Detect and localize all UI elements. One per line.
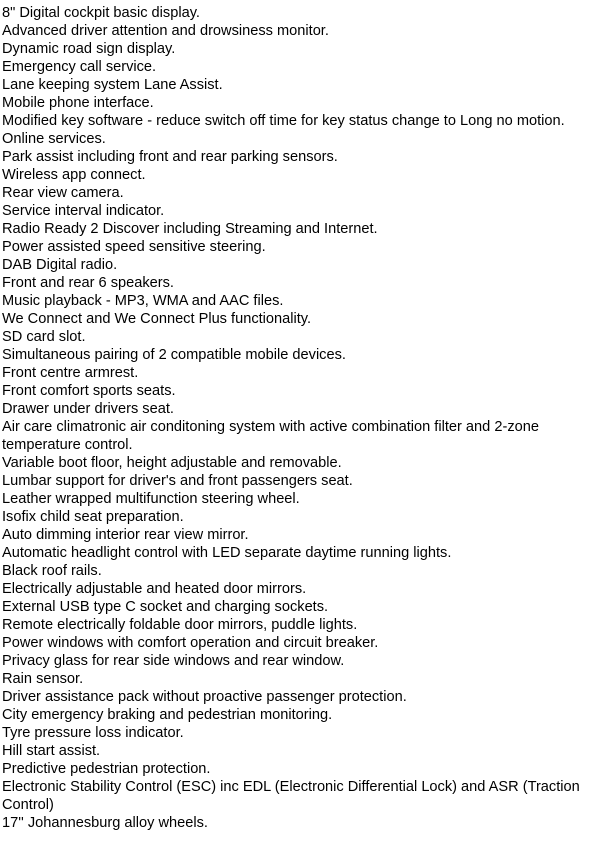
feature-item: Simultaneous pairing of 2 compatible mobile devices. [2,347,346,363]
feature-item: Auto dimming interior rear view mirror. [2,527,249,543]
feature-item: DAB Digital radio. [2,257,118,273]
feature-item: Emergency call service. [2,59,157,75]
feature-list [2,4,600,832]
feature-item: Predictive pedestrian protection. [2,761,211,777]
feature-item: Power windows with comfort operation and circuit breaker. [2,635,379,651]
feature-item: Modified key software - reduce switch off time for key status change to Long no motion. [2,113,565,129]
feature-item: Mobile phone interface. [2,95,154,111]
feature-item: Variable boot floor, height adjustable and removable. [2,455,342,471]
feature-item: Black roof rails. [2,563,102,579]
feature-item: SD card slot. [2,329,86,345]
feature-item: Park assist including front and rear parking sensors. [2,149,338,165]
feature-item: External USB type C socket and charging sockets. [2,599,329,615]
feature-item: Rain sensor. [2,671,84,687]
feature-item: Radio Ready 2 Discover including Streaming and Internet. [2,221,378,237]
feature-item: Rear view camera. [2,185,124,201]
feature-item: Driver assistance pack without proactive passenger protection. [2,689,407,705]
feature-item: We Connect and We Connect Plus functionality. [2,311,312,327]
feature-item: Advanced driver attention and drowsiness monitor. [2,23,329,39]
feature-item: Wireless app connect. [2,167,146,183]
feature-item: Music playback - MP3, WMA and AAC files. [2,293,284,309]
feature-item: Lane keeping system Lane Assist. [2,77,223,93]
feature-item: Electronic Stability Control (ESC) inc EDL (Electronic Differential Lock) and ASR (Traction Control) [2,779,580,813]
feature-item: Front comfort sports seats. [2,383,176,399]
feature-item: Tyre pressure loss indicator. [2,725,184,741]
feature-item: Automatic headlight control with LED separate daytime running lights. [2,545,452,561]
feature-item: Online services. [2,131,106,147]
feature-item: Privacy glass for rear side windows and rear window. [2,653,345,669]
feature-item: Dynamic road sign display. [2,41,176,57]
feature-item: Front centre armrest. [2,365,139,381]
feature-item: Front and rear 6 speakers. [2,275,174,291]
feature-item: Power assisted speed sensitive steering. [2,239,266,255]
feature-item: 17'' Johannesburg alloy wheels. [2,815,208,831]
feature-item: 8" Digital cockpit basic display. [2,5,200,21]
feature-item: Service interval indicator. [2,203,165,219]
feature-item: Electrically adjustable and heated door mirrors. [2,581,307,597]
feature-item: Air care climatronic air conditoning system with active combination filter and 2-zone temperature control. [2,419,539,453]
feature-item: City emergency braking and pedestrian monitoring. [2,707,333,723]
feature-item: Lumbar support for driver's and front passengers seat. [2,473,353,489]
feature-item: Remote electrically foldable door mirrors, puddle lights. [2,617,358,633]
feature-item: Hill start assist. [2,743,101,759]
feature-item: Leather wrapped multifunction steering wheel. [2,491,300,507]
feature-item: Drawer under drivers seat. [2,401,174,417]
feature-item: Isofix child seat preparation. [2,509,184,525]
